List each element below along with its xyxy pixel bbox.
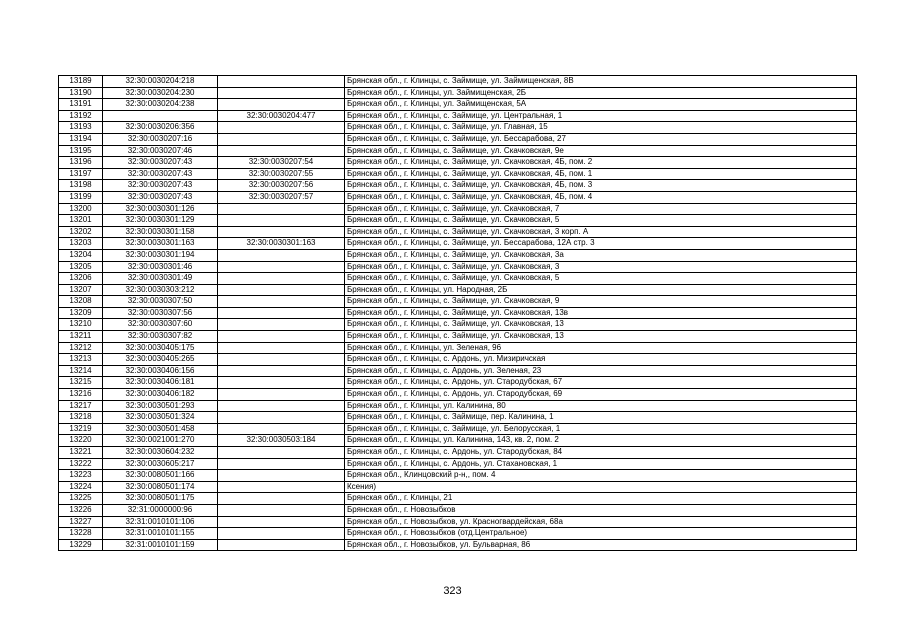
table-row [59,412,857,424]
table-row [59,249,857,261]
linked-cadastral-number-cell [218,87,345,99]
address-cell: Ксения) [345,481,857,493]
cadastral-number-cell: 32:30:0030207:43 [103,191,218,203]
linked-cadastral-number-cell [218,365,345,377]
cadastral-number-cell: 32:30:0030301:129 [103,215,218,227]
row-number-cell: 13204 [59,249,103,261]
address-cell: Брянская обл., г. Клинцы, с. Займище, ул. Белорусская, 1 [345,423,857,435]
address-cell: Брянская обл., г. Новозыбков, ул. Красногвардейская, 68а [345,516,857,528]
table-row [59,110,857,122]
cadastral-number-cell: 32:30:0021001:270 [103,435,218,447]
cadastral-number-cell: 32:31:0000000:96 [103,504,218,516]
table-row [59,203,857,215]
page-number: 323 [443,585,462,597]
row-number-cell: 13228 [59,528,103,540]
cadastral-number-cell: 32:30:0080501:175 [103,493,218,505]
address-cell: Брянская обл., г. Клинцы, с. Займище, ул. Скачковская, 13в [345,307,857,319]
address-cell: Брянская обл., г. Клинцы, с. Займище, ул. Скачковская, 4Б, пом. 1 [345,168,857,180]
linked-cadastral-number-cell: 32:30:0030207:54 [218,157,345,169]
linked-cadastral-number-cell: 32:30:0030204:477 [218,110,345,122]
table-row [59,319,857,331]
cadastral-number-cell: 32:30:0030307:82 [103,331,218,343]
linked-cadastral-number-cell: 32:30:0030207:55 [218,168,345,180]
cadastral-number-cell: 32:30:0030501:324 [103,412,218,424]
table-row [59,168,857,180]
linked-cadastral-number-cell [218,447,345,459]
linked-cadastral-number-cell [218,354,345,366]
address-cell: Брянская обл., г. Клинцы, с. Ардонь, ул. Зеленая, 23 [345,365,857,377]
linked-cadastral-number-cell [218,412,345,424]
linked-cadastral-number-cell [218,539,345,551]
address-cell: Брянская обл., г. Клинцы, с. Займище, ул. Скачковская, 7 [345,203,857,215]
row-number-cell: 13222 [59,458,103,470]
cadastral-number-cell: 32:30:0030406:156 [103,365,218,377]
table-row [59,400,857,412]
linked-cadastral-number-cell [218,273,345,285]
address-cell: Брянская обл., г. Клинцы, с. Займище, ул. Скачковская, 5 [345,215,857,227]
cadastral-number-cell: 32:30:0030204:230 [103,87,218,99]
linked-cadastral-number-cell [218,226,345,238]
address-cell: Брянская обл., г. Клинцы, 21 [345,493,857,505]
row-number-cell: 13224 [59,481,103,493]
linked-cadastral-number-cell [218,133,345,145]
address-cell: Брянская обл., г. Клинцы, с. Ардонь, ул. Мизиричская [345,354,857,366]
address-cell: Брянская обл., г. Клинцы, с. Займище, ул. Займищенская, 8В [345,76,857,88]
linked-cadastral-number-cell [218,470,345,482]
cadastral-number-cell: 32:30:0030204:218 [103,76,218,88]
address-cell: Брянская обл., г. Клинцы, с. Займище, ул. Центральная, 1 [345,110,857,122]
linked-cadastral-number-cell [218,261,345,273]
table-row [59,76,857,88]
table-row [59,516,857,528]
linked-cadastral-number-cell [218,284,345,296]
row-number-cell: 13213 [59,354,103,366]
cadastral-number-cell: 32:30:0030206:356 [103,122,218,134]
row-number-cell: 13196 [59,157,103,169]
row-number-cell: 13226 [59,504,103,516]
table-row [59,447,857,459]
row-number-cell: 13201 [59,215,103,227]
row-number-cell: 13217 [59,400,103,412]
address-cell: Брянская обл., г. Клинцы, с. Займище, пер. Калинина, 1 [345,412,857,424]
row-number-cell: 13191 [59,99,103,111]
cadastral-number-cell: 32:30:0080501:174 [103,481,218,493]
row-number-cell: 13221 [59,447,103,459]
table-row [59,470,857,482]
table-row [59,493,857,505]
row-number-cell: 13227 [59,516,103,528]
cadastral-number-cell [103,110,218,122]
linked-cadastral-number-cell [218,122,345,134]
address-cell: Брянская обл., г. Клинцы, ул. Народная, 2Б [345,284,857,296]
address-cell: Брянская обл., г. Клинцы, с. Займище, ул. Скачковская, 13 [345,319,857,331]
table-row [59,296,857,308]
row-number-cell: 13223 [59,470,103,482]
cadastral-number-cell: 32:30:0080501:166 [103,470,218,482]
linked-cadastral-number-cell [218,215,345,227]
table-row [59,261,857,273]
row-number-cell: 13214 [59,365,103,377]
table-row [59,284,857,296]
table-row [59,215,857,227]
address-cell: Брянская обл., г. Клинцы, с. Займище, ул. Главная, 15 [345,122,857,134]
row-number-cell: 13200 [59,203,103,215]
address-cell: Брянская обл., г. Клинцы, с. Ардонь, ул. Стародубская, 84 [345,447,857,459]
linked-cadastral-number-cell [218,528,345,540]
address-cell: Брянская обл., Клинцовский р-н,, пом. 4 [345,470,857,482]
cadastral-number-cell: 32:30:0030406:182 [103,389,218,401]
row-number-cell: 13194 [59,133,103,145]
table-row [59,377,857,389]
address-cell: Брянская обл., г. Клинцы, с. Ардонь, ул. Стародубская, 67 [345,377,857,389]
address-cell: Брянская обл., г. Клинцы, с. Ардонь, ул. Стародубская, 69 [345,389,857,401]
linked-cadastral-number-cell: 32:30:0030207:57 [218,191,345,203]
address-cell: Брянская обл., г. Клинцы, с. Займище, ул. Скачковская, 3а [345,249,857,261]
table-row [59,191,857,203]
address-cell: Брянская обл., г. Новозыбков [345,504,857,516]
linked-cadastral-number-cell [218,331,345,343]
row-number-cell: 13195 [59,145,103,157]
linked-cadastral-number-cell: 32:30:0030301:163 [218,238,345,250]
linked-cadastral-number-cell [218,307,345,319]
linked-cadastral-number-cell [218,504,345,516]
cadastral-number-cell: 32:30:0030207:46 [103,145,218,157]
table-row [59,365,857,377]
row-number-cell: 13210 [59,319,103,331]
row-number-cell: 13190 [59,87,103,99]
cadastral-number-cell: 32:30:0030207:43 [103,168,218,180]
linked-cadastral-number-cell [218,319,345,331]
table-row [59,435,857,447]
linked-cadastral-number-cell [218,249,345,261]
cadastral-number-cell: 32:30:0030301:194 [103,249,218,261]
linked-cadastral-number-cell [218,493,345,505]
linked-cadastral-number-cell [218,400,345,412]
linked-cadastral-number-cell [218,516,345,528]
row-number-cell: 13198 [59,180,103,192]
linked-cadastral-number-cell [218,481,345,493]
row-number-cell: 13207 [59,284,103,296]
address-cell: Брянская обл., г. Клинцы, с. Займище, ул. Скачковская, 3 [345,261,857,273]
table-row [59,458,857,470]
cadastral-number-cell: 32:30:0030307:50 [103,296,218,308]
row-number-cell: 13205 [59,261,103,273]
linked-cadastral-number-cell [218,203,345,215]
table-row [59,133,857,145]
row-number-cell: 13202 [59,226,103,238]
cadastral-number-cell: 32:30:0030406:181 [103,377,218,389]
row-number-cell: 13193 [59,122,103,134]
cadastral-number-cell: 32:30:0030405:265 [103,354,218,366]
table-row [59,226,857,238]
row-number-cell: 13211 [59,331,103,343]
table-row [59,180,857,192]
cadastral-number-cell: 32:30:0030301:158 [103,226,218,238]
address-cell: Брянская обл., г. Клинцы, с. Займище, ул. Скачковская, 4Б, пом. 3 [345,180,857,192]
row-number-cell: 13197 [59,168,103,180]
table-row [59,145,857,157]
table-row [59,122,857,134]
address-cell: Брянская обл., г. Клинцы, с. Займище, ул. Скачковская, 9 [345,296,857,308]
linked-cadastral-number-cell [218,99,345,111]
row-number-cell: 13212 [59,342,103,354]
table-row [59,423,857,435]
linked-cadastral-number-cell [218,342,345,354]
cadastral-number-cell: 32:30:0030301:163 [103,238,218,250]
row-number-cell: 13206 [59,273,103,285]
linked-cadastral-number-cell [218,423,345,435]
address-cell: Брянская обл., г. Клинцы, с. Займище, ул. Скачковская, 3 корп. А [345,226,857,238]
row-number-cell: 13199 [59,191,103,203]
row-number-cell: 13203 [59,238,103,250]
linked-cadastral-number-cell [218,377,345,389]
table-row [59,99,857,111]
cadastral-number-cell: 32:30:0030501:293 [103,400,218,412]
cadastral-number-cell: 32:30:0030605:217 [103,458,218,470]
linked-cadastral-number-cell: 32:30:0030207:56 [218,180,345,192]
linked-cadastral-number-cell [218,458,345,470]
cadastral-number-cell: 32:30:0030204:238 [103,99,218,111]
table-row [59,238,857,250]
cadastral-number-cell: 32:31:0010101:106 [103,516,218,528]
registry-table [58,75,857,551]
cadastral-number-cell: 32:30:0030303:212 [103,284,218,296]
linked-cadastral-number-cell [218,145,345,157]
address-cell: Брянская обл., г. Клинцы, ул. Займищенская, 2Б [345,87,857,99]
linked-cadastral-number-cell [218,76,345,88]
cadastral-number-cell: 32:30:0030307:60 [103,319,218,331]
address-cell: Брянская обл., г. Клинцы, с. Ардонь, ул. Стахановская, 1 [345,458,857,470]
cadastral-number-cell: 32:30:0030307:56 [103,307,218,319]
linked-cadastral-number-cell [218,389,345,401]
table-row [59,354,857,366]
row-number-cell: 13220 [59,435,103,447]
table-row [59,504,857,516]
cadastral-number-cell: 32:30:0030301:126 [103,203,218,215]
cadastral-number-cell: 32:31:0010101:155 [103,528,218,540]
row-number-cell: 13229 [59,539,103,551]
row-number-cell: 13216 [59,389,103,401]
row-number-cell: 13209 [59,307,103,319]
address-cell: Брянская обл., г. Клинцы, с. Займище, ул. Скачковская, 4Б, пом. 2 [345,157,857,169]
table-row [59,389,857,401]
registry-table-body [59,76,857,551]
row-number-cell: 13218 [59,412,103,424]
address-cell: Брянская обл., г. Клинцы, с. Займище, ул. Скачковская, 9е [345,145,857,157]
cadastral-number-cell: 32:30:0030207:16 [103,133,218,145]
table-row [59,528,857,540]
row-number-cell: 13225 [59,493,103,505]
address-cell: Брянская обл., г. Клинцы, ул. Калинина, 143, кв. 2, пом. 2 [345,435,857,447]
address-cell: Брянская обл., г. Клинцы, с. Займище, ул. Скачковская, 5 [345,273,857,285]
address-cell: Брянская обл., г. Новозыбков (отд.Центральное) [345,528,857,540]
cadastral-number-cell: 32:30:0030207:43 [103,157,218,169]
address-cell: Брянская обл., г. Клинцы, ул. Калинина, 80 [345,400,857,412]
cadastral-number-cell: 32:30:0030604:232 [103,447,218,459]
linked-cadastral-number-cell: 32:30:0030503:184 [218,435,345,447]
table-row [59,157,857,169]
address-cell: Брянская обл., г. Клинцы, с. Займище, ул. Скачковская, 13 [345,331,857,343]
table-row [59,539,857,551]
address-cell: Брянская обл., г. Клинцы, с. Займище, ул. Бессарабова, 27 [345,133,857,145]
cadastral-number-cell: 32:30:0030301:49 [103,273,218,285]
row-number-cell: 13208 [59,296,103,308]
linked-cadastral-number-cell [218,296,345,308]
table-row [59,87,857,99]
table-row [59,481,857,493]
table-row [59,331,857,343]
cadastral-number-cell: 32:31:0010101:159 [103,539,218,551]
address-cell: Брянская обл., г. Клинцы, с. Займище, ул. Бессарабова, 12А стр. 3 [345,238,857,250]
row-number-cell: 13192 [59,110,103,122]
row-number-cell: 13189 [59,76,103,88]
cadastral-number-cell: 32:30:0030405:175 [103,342,218,354]
address-cell: Брянская обл., г. Клинцы, ул. Займищенская, 5А [345,99,857,111]
address-cell: Брянская обл., г. Новозыбков, ул. Бульварная, 86 [345,539,857,551]
row-number-cell: 13215 [59,377,103,389]
address-cell: Брянская обл., г. Клинцы, с. Займище, ул. Скачковская, 4Б, пом. 4 [345,191,857,203]
row-number-cell: 13219 [59,423,103,435]
cadastral-number-cell: 32:30:0030301:46 [103,261,218,273]
address-cell: Брянская обл., г. Клинцы, ул. Зеленая, 96 [345,342,857,354]
cadastral-number-cell: 32:30:0030207:43 [103,180,218,192]
table-row [59,273,857,285]
cadastral-number-cell: 32:30:0030501:458 [103,423,218,435]
table-row [59,307,857,319]
table-row [59,342,857,354]
